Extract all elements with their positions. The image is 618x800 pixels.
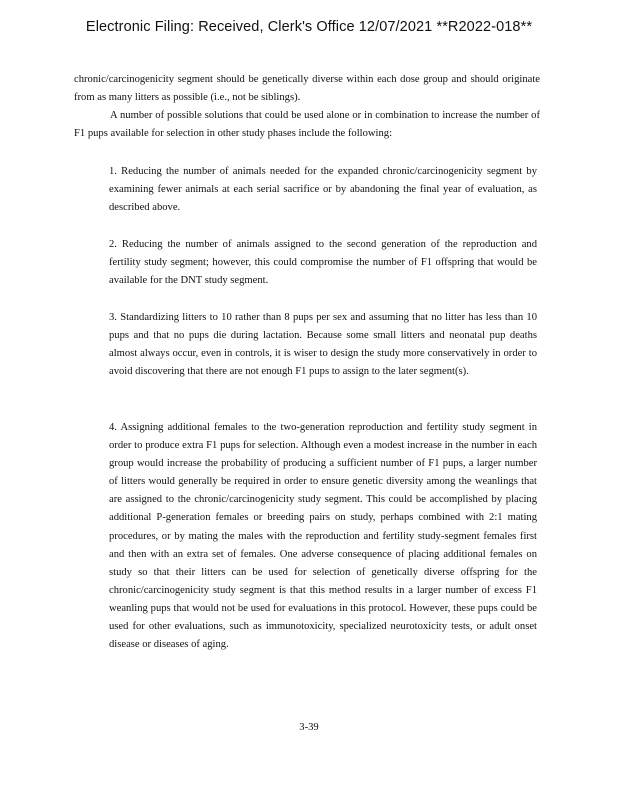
list-item-2 xyxy=(109,236,537,290)
continuation-paragraph: chronic/carcinogenicity segment should be genetically diverse within each dose group and should originate from as many litters as possible (i.e., not be siblings). xyxy=(74,74,540,104)
list-item-text: 2. Reducing the number of animals assigned to the second generation of the reproduction and fertility study segment; however, this could compromise the number of F1 offspring that would be available for the DNT study segment. xyxy=(109,239,537,287)
list-item-text: 4. Assigning additional females to the two-generation reproduction and fertility study segment in order to produce extra F1 pups for selection. Although even a modest increase in the number in each group would increase the probability of producing a sufficient number of F1 pups, a larger number of litters would generally be required in order to ensure genetic diversity among the weanlings that are assigned to the chronic/carcinogenicity study segment. This could be accomplished by placing additional P-generation females or breeding pairs on study, perhaps combined with 2:1 mating procedures, or by mating the males with the reproduction and fertility study-segment females first and then with an extra set of females. One adverse consequence of placing additional females on study so that their litters can be used for selection of genetically diverse offspring for the chronic/carcinogenicity study segment is that this method results in a larger number of excess F1 weanling pups that would not be used for evaluations in this protocol. However, these pups could be used for other evaluations, such as immunotoxicity, specialized neurotoxicity tests, or adult onset disease or diseases of aging. xyxy=(109,422,537,651)
page-number: 3-39 xyxy=(299,722,319,733)
list-item-text: 1. Reducing the number of animals needed for the expanded chronic/carcinogenicity segment by examining fewer animals at each serial sacrifice or by abandoning the final year of evaluation, as described above. xyxy=(109,166,537,214)
list-item-1 xyxy=(109,163,537,217)
intro-paragraph: A number of possible solutions that could be used alone or in combination to increase the number of F1 pups available for selection in other study phases include the following: xyxy=(74,110,540,140)
list-item-4 xyxy=(109,419,537,654)
filing-stamp-header: Electronic Filing: Received, Clerk's Office 12/07/2021 **R2022-018** xyxy=(85,19,533,35)
list-item-text: 3. Standardizing litters to 10 rather than 8 pups per sex and assuming that no litter has less than 10 pups and that no pups die during lactation. Because some small litters and neonatal pup deaths almost always occur, even in controls, it is wiser to design the study more conservatively in order to avoid discovering that there are not enough F1 pups to assign to the later segment(s). xyxy=(109,312,537,378)
intro-section xyxy=(74,71,540,143)
list-item-3 xyxy=(109,309,537,381)
